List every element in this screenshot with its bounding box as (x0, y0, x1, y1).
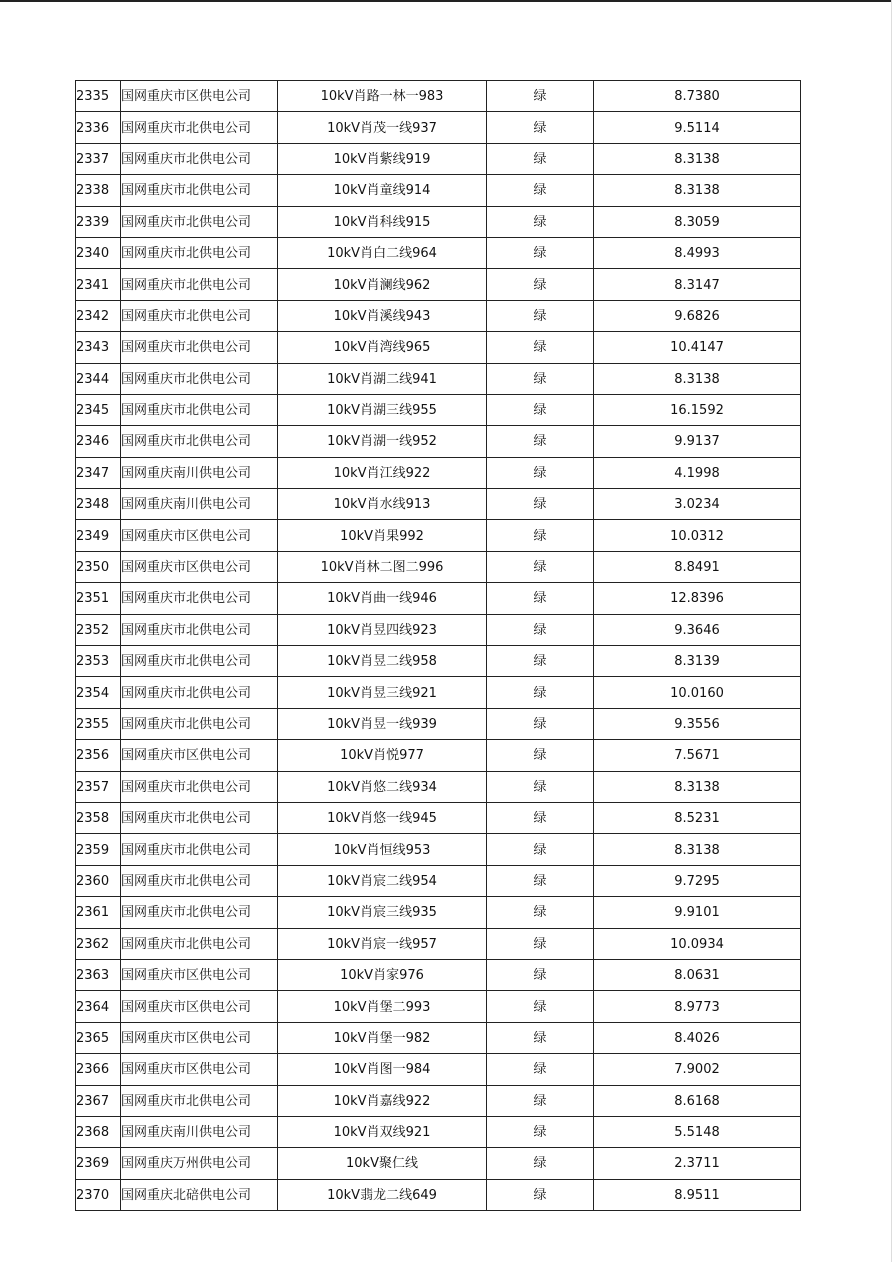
table-row (76, 865, 801, 896)
company-cell: 国网重庆市区供电公司 (121, 991, 278, 1022)
row-number-cell: 2361 (76, 897, 121, 928)
table-row (76, 1116, 801, 1147)
company-cell: 国网重庆市北供电公司 (121, 175, 278, 206)
table-row (76, 834, 801, 865)
line-name-cell: 10kV肖悠二线934 (278, 771, 487, 802)
line-name-cell: 10kV肖宸一线957 (278, 928, 487, 959)
table-row (76, 143, 801, 174)
status-cell: 绿 (487, 1179, 594, 1210)
line-name-cell: 10kV肖家976 (278, 959, 487, 990)
table-row (76, 897, 801, 928)
value-cell: 3.0234 (594, 489, 801, 520)
value-cell: 9.3556 (594, 708, 801, 739)
company-cell: 国网重庆市北供电公司 (121, 394, 278, 425)
company-cell: 国网重庆市北供电公司 (121, 206, 278, 237)
line-name-cell: 10kV肖悠一线945 (278, 802, 487, 833)
table-row (76, 1179, 801, 1210)
company-cell: 国网重庆市北供电公司 (121, 928, 278, 959)
company-cell: 国网重庆市北供电公司 (121, 834, 278, 865)
status-cell: 绿 (487, 520, 594, 551)
value-cell: 10.0934 (594, 928, 801, 959)
line-name-cell: 10kV聚仁线 (278, 1148, 487, 1179)
table-row (76, 300, 801, 331)
table-row (76, 991, 801, 1022)
row-number-cell: 2369 (76, 1148, 121, 1179)
line-name-cell: 10kV肖昱三线921 (278, 677, 487, 708)
status-cell: 绿 (487, 834, 594, 865)
status-cell: 绿 (487, 897, 594, 928)
line-name-cell: 10kV肖昱一线939 (278, 708, 487, 739)
value-cell: 9.9101 (594, 897, 801, 928)
status-cell: 绿 (487, 175, 594, 206)
row-number-cell: 2353 (76, 646, 121, 677)
company-cell: 国网重庆市区供电公司 (121, 959, 278, 990)
value-cell: 8.8491 (594, 551, 801, 582)
company-cell: 国网重庆市北供电公司 (121, 300, 278, 331)
value-cell: 8.3139 (594, 646, 801, 677)
row-number-cell: 2364 (76, 991, 121, 1022)
table-row (76, 237, 801, 268)
value-cell: 8.9511 (594, 1179, 801, 1210)
row-number-cell: 2362 (76, 928, 121, 959)
row-number-cell: 2357 (76, 771, 121, 802)
feeder-table (75, 80, 801, 1211)
row-number-cell: 2366 (76, 1054, 121, 1085)
value-cell: 12.8396 (594, 583, 801, 614)
value-cell: 7.9002 (594, 1054, 801, 1085)
company-cell: 国网重庆南川供电公司 (121, 489, 278, 520)
status-cell: 绿 (487, 1148, 594, 1179)
company-cell: 国网重庆市北供电公司 (121, 865, 278, 896)
line-name-cell: 10kV肖水线913 (278, 489, 487, 520)
line-name-cell: 10kV肖白二线964 (278, 237, 487, 268)
status-cell: 绿 (487, 802, 594, 833)
company-cell: 国网重庆市区供电公司 (121, 1054, 278, 1085)
row-number-cell: 2343 (76, 332, 121, 363)
company-cell: 国网重庆市北供电公司 (121, 677, 278, 708)
company-cell: 国网重庆市北供电公司 (121, 771, 278, 802)
line-name-cell: 10kV肖湾线965 (278, 332, 487, 363)
value-cell: 8.4993 (594, 237, 801, 268)
table-row (76, 81, 801, 112)
value-cell: 5.5148 (594, 1116, 801, 1147)
row-number-cell: 2341 (76, 269, 121, 300)
line-name-cell: 10kV肖湖一线952 (278, 426, 487, 457)
company-cell: 国网重庆市北供电公司 (121, 614, 278, 645)
value-cell: 8.3138 (594, 363, 801, 394)
company-cell: 国网重庆市北供电公司 (121, 237, 278, 268)
table-row (76, 112, 801, 143)
line-name-cell: 10kV肖昱二线958 (278, 646, 487, 677)
status-cell: 绿 (487, 991, 594, 1022)
company-cell: 国网重庆南川供电公司 (121, 1116, 278, 1147)
company-cell: 国网重庆市区供电公司 (121, 520, 278, 551)
line-name-cell: 10kV肖路一林一983 (278, 81, 487, 112)
value-cell: 9.5114 (594, 112, 801, 143)
table-row (76, 394, 801, 425)
status-cell: 绿 (487, 614, 594, 645)
value-cell: 8.3059 (594, 206, 801, 237)
row-number-cell: 2339 (76, 206, 121, 237)
line-name-cell: 10kV肖湖三线955 (278, 394, 487, 425)
table-row (76, 363, 801, 394)
table-row (76, 708, 801, 739)
table-row (76, 1022, 801, 1053)
value-cell: 10.4147 (594, 332, 801, 363)
status-cell: 绿 (487, 1022, 594, 1053)
row-number-cell: 2344 (76, 363, 121, 394)
status-cell: 绿 (487, 489, 594, 520)
line-name-cell: 10kV肖堡二993 (278, 991, 487, 1022)
line-name-cell: 10kV肖图一984 (278, 1054, 487, 1085)
line-name-cell: 10kV肖曲一线946 (278, 583, 487, 614)
line-name-cell: 10kV肖果992 (278, 520, 487, 551)
status-cell: 绿 (487, 708, 594, 739)
value-cell: 9.7295 (594, 865, 801, 896)
table-row (76, 583, 801, 614)
row-number-cell: 2354 (76, 677, 121, 708)
line-name-cell: 10kV肖恒线953 (278, 834, 487, 865)
table-row (76, 614, 801, 645)
row-number-cell: 2338 (76, 175, 121, 206)
company-cell: 国网重庆市区供电公司 (121, 551, 278, 582)
status-cell: 绿 (487, 143, 594, 174)
line-name-cell: 10kV肖嘉线922 (278, 1085, 487, 1116)
table-row (76, 206, 801, 237)
table-row (76, 802, 801, 833)
company-cell: 国网重庆市北供电公司 (121, 143, 278, 174)
line-name-cell: 10kV肖童线914 (278, 175, 487, 206)
value-cell: 8.9773 (594, 991, 801, 1022)
line-name-cell: 10kV肖昱四线923 (278, 614, 487, 645)
line-name-cell: 10kV肖双线921 (278, 1116, 487, 1147)
status-cell: 绿 (487, 237, 594, 268)
status-cell: 绿 (487, 81, 594, 112)
row-number-cell: 2367 (76, 1085, 121, 1116)
row-number-cell: 2335 (76, 81, 121, 112)
value-cell: 9.9137 (594, 426, 801, 457)
line-name-cell: 10kV肖茂一线937 (278, 112, 487, 143)
company-cell: 国网重庆市北供电公司 (121, 897, 278, 928)
status-cell: 绿 (487, 771, 594, 802)
table-row (76, 551, 801, 582)
table-row (76, 928, 801, 959)
row-number-cell: 2355 (76, 708, 121, 739)
row-number-cell: 2336 (76, 112, 121, 143)
status-cell: 绿 (487, 206, 594, 237)
status-cell: 绿 (487, 269, 594, 300)
page-top-border (0, 0, 892, 2)
value-cell: 4.1998 (594, 457, 801, 488)
status-cell: 绿 (487, 677, 594, 708)
company-cell: 国网重庆市北供电公司 (121, 426, 278, 457)
row-number-cell: 2351 (76, 583, 121, 614)
table-row (76, 677, 801, 708)
company-cell: 国网重庆市北供电公司 (121, 583, 278, 614)
row-number-cell: 2346 (76, 426, 121, 457)
row-number-cell: 2348 (76, 489, 121, 520)
row-number-cell: 2342 (76, 300, 121, 331)
line-name-cell: 10kV肖溪线943 (278, 300, 487, 331)
row-number-cell: 2358 (76, 802, 121, 833)
value-cell: 9.6826 (594, 300, 801, 331)
row-number-cell: 2365 (76, 1022, 121, 1053)
line-name-cell: 10kV肖林二图二996 (278, 551, 487, 582)
company-cell: 国网重庆市区供电公司 (121, 1022, 278, 1053)
status-cell: 绿 (487, 1085, 594, 1116)
row-number-cell: 2368 (76, 1116, 121, 1147)
table-row (76, 959, 801, 990)
company-cell: 国网重庆市区供电公司 (121, 740, 278, 771)
status-cell: 绿 (487, 457, 594, 488)
table-row (76, 457, 801, 488)
row-number-cell: 2337 (76, 143, 121, 174)
status-cell: 绿 (487, 740, 594, 771)
table-row (76, 489, 801, 520)
company-cell: 国网重庆市北供电公司 (121, 708, 278, 739)
status-cell: 绿 (487, 646, 594, 677)
table-row (76, 332, 801, 363)
value-cell: 8.5231 (594, 802, 801, 833)
company-cell: 国网重庆南川供电公司 (121, 457, 278, 488)
company-cell: 国网重庆市北供电公司 (121, 363, 278, 394)
value-cell: 8.4026 (594, 1022, 801, 1053)
line-name-cell: 10kV肖悦977 (278, 740, 487, 771)
company-cell: 国网重庆市区供电公司 (121, 81, 278, 112)
line-name-cell: 10kV肖湖二线941 (278, 363, 487, 394)
status-cell: 绿 (487, 1054, 594, 1085)
company-cell: 国网重庆市北供电公司 (121, 1085, 278, 1116)
table-row (76, 771, 801, 802)
company-cell: 国网重庆北碚供电公司 (121, 1179, 278, 1210)
table-row (76, 426, 801, 457)
line-name-cell: 10kV肖科线915 (278, 206, 487, 237)
table-row (76, 1148, 801, 1179)
status-cell: 绿 (487, 300, 594, 331)
table-row (76, 1085, 801, 1116)
value-cell: 8.3147 (594, 269, 801, 300)
status-cell: 绿 (487, 426, 594, 457)
value-cell: 8.3138 (594, 175, 801, 206)
company-cell: 国网重庆市北供电公司 (121, 269, 278, 300)
line-name-cell: 10kV肖江线922 (278, 457, 487, 488)
status-cell: 绿 (487, 959, 594, 990)
value-cell: 8.3138 (594, 771, 801, 802)
value-cell: 7.5671 (594, 740, 801, 771)
table-row (76, 175, 801, 206)
status-cell: 绿 (487, 394, 594, 425)
line-name-cell: 10kV肖澜线962 (278, 269, 487, 300)
row-number-cell: 2350 (76, 551, 121, 582)
row-number-cell: 2340 (76, 237, 121, 268)
company-cell: 国网重庆市北供电公司 (121, 802, 278, 833)
value-cell: 10.0160 (594, 677, 801, 708)
row-number-cell: 2347 (76, 457, 121, 488)
table-row (76, 1054, 801, 1085)
value-cell: 8.0631 (594, 959, 801, 990)
line-name-cell: 10kV肖宸三线935 (278, 897, 487, 928)
status-cell: 绿 (487, 865, 594, 896)
value-cell: 8.3138 (594, 143, 801, 174)
status-cell: 绿 (487, 928, 594, 959)
line-name-cell: 10kV肖宸二线954 (278, 865, 487, 896)
company-cell: 国网重庆市北供电公司 (121, 646, 278, 677)
value-cell: 10.0312 (594, 520, 801, 551)
value-cell: 8.3138 (594, 834, 801, 865)
table-body (76, 81, 801, 1211)
value-cell: 8.7380 (594, 81, 801, 112)
row-number-cell: 2356 (76, 740, 121, 771)
value-cell: 9.3646 (594, 614, 801, 645)
line-name-cell: 10kV肖堡一982 (278, 1022, 487, 1053)
table-row (76, 520, 801, 551)
row-number-cell: 2352 (76, 614, 121, 645)
line-name-cell: 10kV肖紫线919 (278, 143, 487, 174)
company-cell: 国网重庆市北供电公司 (121, 112, 278, 143)
status-cell: 绿 (487, 363, 594, 394)
row-number-cell: 2345 (76, 394, 121, 425)
status-cell: 绿 (487, 583, 594, 614)
status-cell: 绿 (487, 551, 594, 582)
table-row (76, 740, 801, 771)
row-number-cell: 2359 (76, 834, 121, 865)
status-cell: 绿 (487, 112, 594, 143)
row-number-cell: 2370 (76, 1179, 121, 1210)
status-cell: 绿 (487, 332, 594, 363)
company-cell: 国网重庆市北供电公司 (121, 332, 278, 363)
line-name-cell: 10kV翡龙二线649 (278, 1179, 487, 1210)
value-cell: 8.6168 (594, 1085, 801, 1116)
value-cell: 2.3711 (594, 1148, 801, 1179)
row-number-cell: 2349 (76, 520, 121, 551)
value-cell: 16.1592 (594, 394, 801, 425)
company-cell: 国网重庆万州供电公司 (121, 1148, 278, 1179)
table-row (76, 646, 801, 677)
status-cell: 绿 (487, 1116, 594, 1147)
row-number-cell: 2360 (76, 865, 121, 896)
table-row (76, 269, 801, 300)
row-number-cell: 2363 (76, 959, 121, 990)
